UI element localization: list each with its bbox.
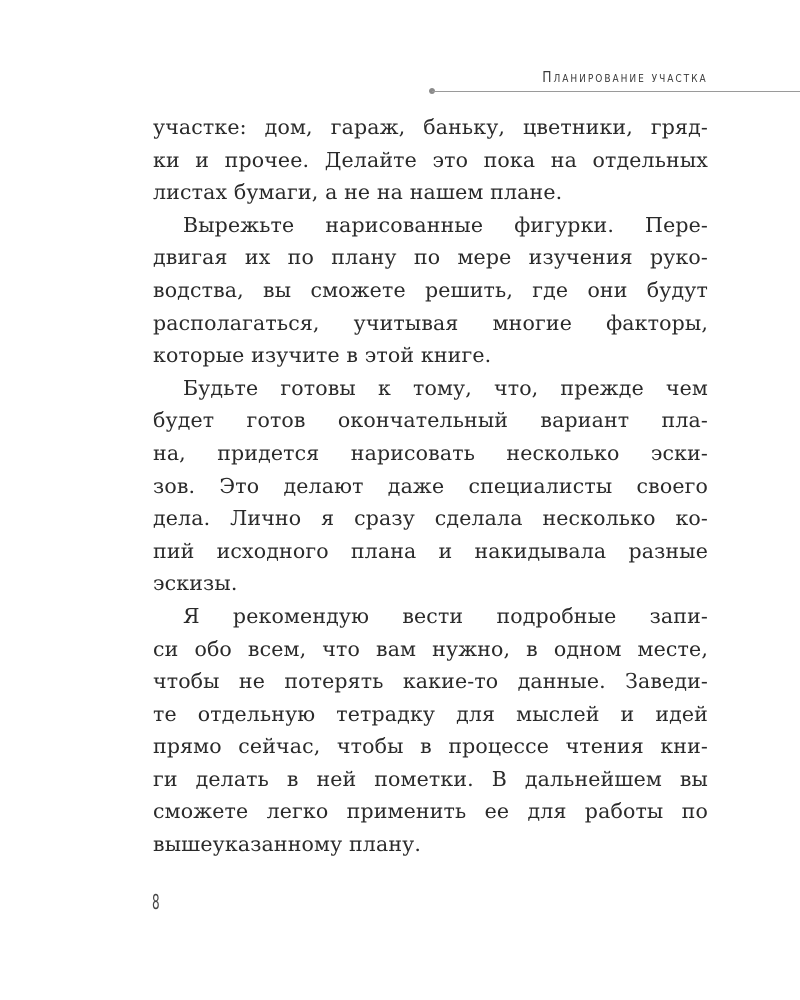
- text-line: водства, вы сможете решить, где они будут: [153, 277, 708, 302]
- text-line: двигая их по плану по мере изучения руко-: [153, 245, 708, 270]
- text-line: которые изучите в этой книге.: [153, 343, 492, 368]
- text-line: Вырежьте нарисованные фигурки. Пере-: [183, 212, 708, 237]
- text-line: будет готов окончательный вариант пла-: [153, 408, 708, 433]
- running-header: [0, 68, 800, 98]
- body-text: [153, 111, 708, 861]
- text-line: си обо всем, что вам нужно, в одном месте,: [153, 636, 708, 661]
- paragraph-2: [153, 209, 708, 372]
- text-line: Будьте готовы к тому, что, прежде чем: [183, 375, 708, 400]
- text-line: зов. Это делают даже специалисты своего: [153, 473, 708, 498]
- text-line: вышеуказанному плану.: [153, 832, 422, 857]
- text-line: пий исходного плана и накидывала разные: [153, 538, 708, 563]
- running-header-title: Планирование участка: [542, 68, 708, 86]
- text-line: эскизы.: [153, 571, 238, 596]
- text-line: листах бумаги, а не на нашем плане.: [153, 180, 563, 205]
- text-line: ги делать в ней пометки. В дальнейшем вы: [153, 766, 708, 791]
- text-line: чтобы не потерять какие-то данные. Заведи-: [153, 669, 708, 694]
- text-line: сможете легко применить ее для работы по: [153, 799, 708, 824]
- text-line: участке: дом, гараж, баньку, цветники, гряд-: [153, 115, 708, 139]
- paragraph-1: [153, 111, 708, 209]
- text-line: прямо сейчас, чтобы в процессе чтения кни-: [153, 734, 708, 759]
- text-line: на, придется нарисовать несколько эски-: [153, 440, 708, 465]
- page-number: 8: [152, 890, 160, 914]
- text-line: дела. Лично я сразу сделала несколько ко-: [153, 506, 708, 531]
- header-rule: [432, 91, 800, 92]
- text-line: те отдельную тетрадку для мыслей и идей: [153, 701, 708, 726]
- text-line: располагаться, учитывая многие факторы,: [153, 310, 708, 335]
- text-line: ки и прочее. Делайте это пока на отдельных: [153, 147, 708, 172]
- paragraph-4: [153, 600, 708, 861]
- paragraph-3: [153, 372, 708, 600]
- text-line: Я рекомендую вести подробные запи-: [183, 603, 708, 628]
